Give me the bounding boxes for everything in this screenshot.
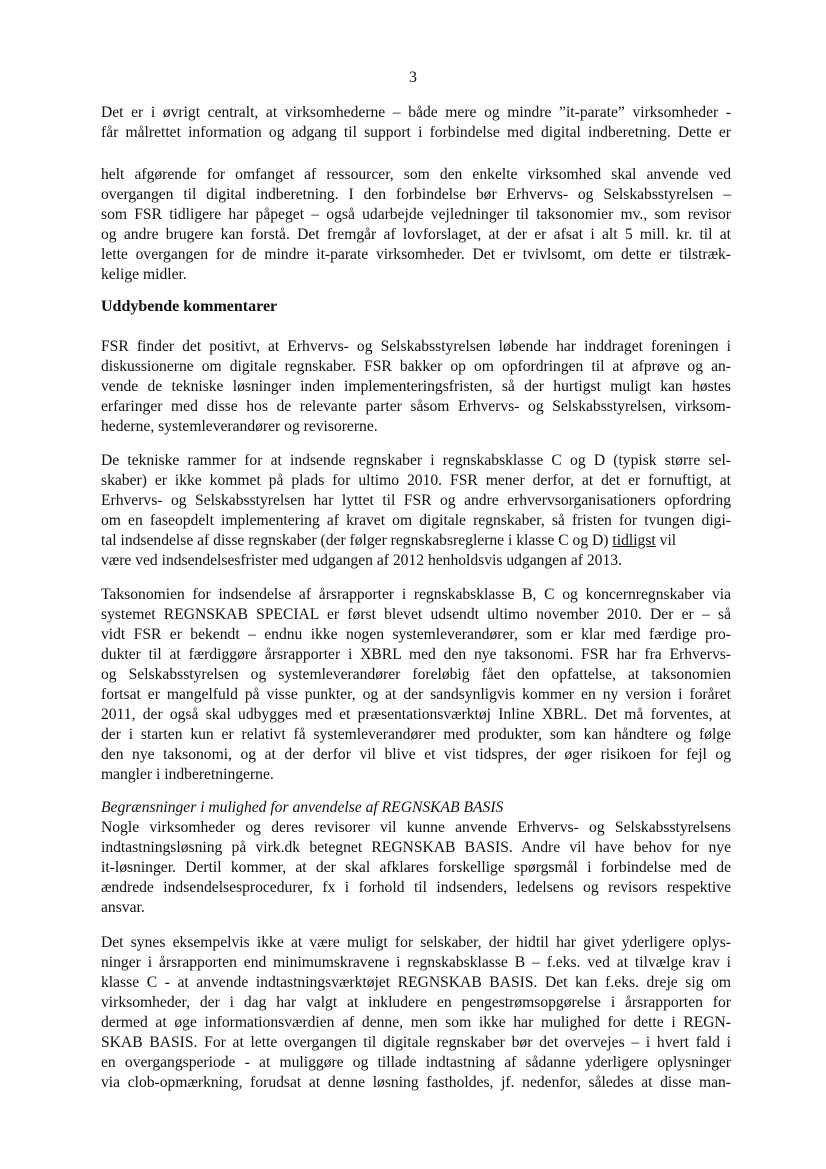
text-line: Det er i øvrigt centralt, at virksomhederne – både mere og mindre ”it-parate” virksomheder -: [101, 104, 731, 121]
text-line: en overgangsperiode - at muliggøre og tillade indtastning af sådanne yderligere oplysninger: [101, 1054, 731, 1071]
text-line: vidt FSR er bekendt – endnu ikke nogen systemleverandører, som er klar med færdige pro-: [101, 626, 731, 643]
text-line: diskussionerne om digitale regnskaber. FSR bakker op om opfordringen til at afprøve og an-: [101, 358, 731, 375]
text-line: 2011, der også skal udbygges med et præsentationsværktøj Inline XBRL. Det må forventes, at: [101, 706, 731, 723]
text-line: mangler i indberetningerne.: [101, 766, 274, 783]
text-line: Taksonomien for indsendelse af årsrapporter i regnskabsklasse B, C og koncernregnskaber via: [101, 586, 731, 603]
text-line: klasse C - at anvende indtastningsværktøjet REGNSKAB BASIS. Det kan f.eks. dreje sig om: [101, 974, 731, 991]
text-line: hederne, systemleverandører og revisorerne.: [101, 418, 378, 435]
text-line: får målrettet information og adgang til support i forbindelse med digital indberetning. Dette er: [101, 124, 731, 141]
text-line: virksomheder, der i dag har valgt at inkludere en pengestrømsopgørelse i årsrapporten for: [101, 994, 731, 1011]
text-line: og Selskabsstyrelsen og systemleverandører foreløbig fået den opfattelse, at taksonomien: [101, 666, 731, 683]
text-line: kelige midler.: [101, 266, 187, 283]
text-line: ændrede indsendelsesprocedurer, fx i forhold til indsenders, ledelsens og revisors respektive: [101, 879, 731, 896]
text-line: være ved indsendelsesfrister med udgangen af 2012 henholdsvis udgangen af 2013.: [101, 552, 622, 569]
text-line: overgangen til digital indberetning. I den forbindelse bør Erhvervs- og Selskabsstyrelsen –: [101, 186, 731, 203]
text-segment: vil: [659, 532, 677, 549]
text-line: erfaringer med disse hos de relevante parter såsom Erhvervs- og Selskabsstyrelsen, virksom-: [101, 398, 731, 415]
text-line: Det synes eksempelvis ikke at være muligt for selskaber, der hidtil har givet yderligere oplys-: [101, 934, 731, 951]
text-line: dermed at øge informationsværdien af denne, men som ikke har mulighed for dette i REGN-: [101, 1014, 731, 1031]
text-line: [101, 531, 731, 551]
text-line: dukter til at færdiggøre årsrapporter i XBRL med den nye taksonomi. FSR har fra Erhvervs-: [101, 646, 731, 663]
text-line: De tekniske rammer for at indsende regnskaber i regnskabsklasse C og D (typisk større sel-: [101, 452, 731, 469]
text-line: helt afgørende for omfanget af ressourcer, som den enkelte virksomhed skal anvende ved: [101, 166, 731, 183]
text-line: der i starten kun er relativt få systemleverandører med produkter, som kan håndtere og følge: [101, 726, 731, 743]
text-line: via clob-opmærkning, forudsat at denne løsning fastholdes, jf. nedenfor, således at disse man-: [101, 1074, 731, 1091]
text-line: vende de tekniske løsninger inden implementeringsfristen, så der hurtigst muligt kan høstes: [101, 378, 731, 395]
text-line: lette overgangen for de mindre it-parate virksomheder. Det er tvivlsomt, om dette er tilstræk-: [101, 246, 731, 263]
text-line: indtastningsløsning på virk.dk betegnet REGNSKAB BASIS. Andre vil have behov for nye: [101, 839, 731, 856]
subsection-heading: Begrænsninger i mulighed for anvendelse af REGNSKAB BASIS: [101, 799, 504, 816]
text-line: fortsat er mangelfuld på visse punkter, og at der sandsynligvis kommer en ny version i foråret: [101, 686, 731, 703]
text-line: som FSR tidligere har påpeget – også udarbejde vejledninger til taksonomier mv., som revisor: [101, 206, 731, 223]
page-number: 3: [409, 69, 417, 86]
text-line: og andre brugere kan forstå. Det fremgår af lovforslaget, at der er afsat i alt 5 mill. kr. til at: [101, 226, 731, 243]
text-line: systemet REGNSKAB SPECIAL er først blevet udsendt ultimo november 2010. Der er – så: [101, 606, 731, 623]
text-line: skaber) er ikke kommet på plads for ultimo 2010. FSR mener derfor, at det er fornuftigt, at: [101, 472, 731, 489]
text-line: om en faseopdelt implementering af kravet om digitale regnskaber, så fristen for tvungen digi-: [101, 512, 731, 529]
text-line: den nye taksonomi, og at der derfor vil blive et vist tidspres, der øger risikoen for fejl og: [101, 746, 731, 763]
text-segment: tal indsendelse af disse regnskaber (der følger regnskabsreglerne i klasse C og D): [101, 532, 609, 549]
text-line: ninger i årsrapporten end minimumskravene i regnskabsklasse B – f.eks. ved at tilvælge krav i: [101, 954, 731, 971]
text-line: SKAB BASIS. For at lette overgangen til digitale regnskaber bør det overvejes – i hvert fald i: [101, 1034, 731, 1051]
text-line: Erhvervs- og Selskabsstyrelsen har lyttet til FSR og andre erhvervsorganisationers opfordring: [101, 492, 731, 509]
text-line: ansvar.: [101, 899, 145, 916]
section-heading: Uddybende kommentarer: [101, 298, 278, 315]
text-line: it-løsninger. Dertil kommer, at der skal afklares forskellige spørgsmål i forbindelse med de: [101, 859, 731, 876]
text-line: FSR finder det positivt, at Erhvervs- og Selskabsstyrelsen løbende har inddraget foreningen i: [101, 338, 731, 355]
text-line: Nogle virksomheder og deres revisorer vil kunne anvende Erhvervs- og Selskabsstyrelsens: [101, 819, 731, 836]
underlined-word: tidligst: [612, 532, 656, 549]
